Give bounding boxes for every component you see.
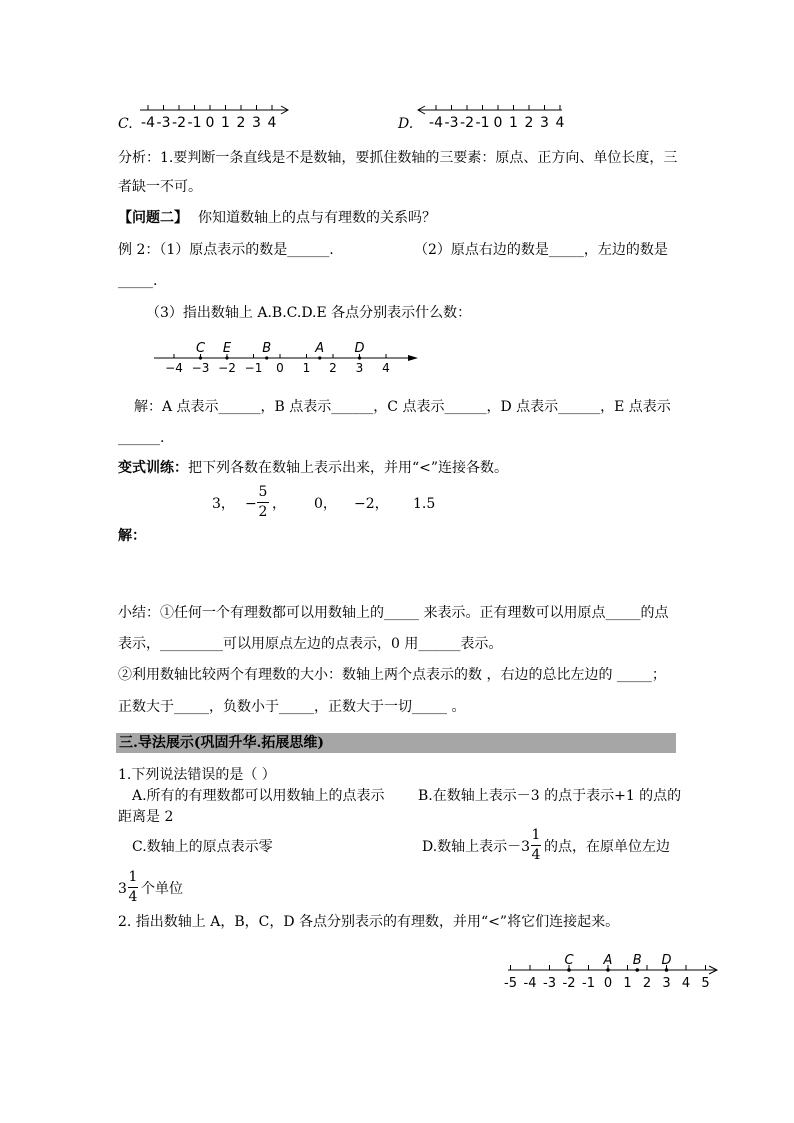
tick-label: −1 <box>244 361 263 375</box>
option-d-label: D. <box>398 116 414 132</box>
point-B <box>265 356 268 359</box>
summary-line-2: 表示，_________可以用原点左边的点表示，0 用______表示。 <box>118 636 503 652</box>
exercise1-tail-text: 个单位 <box>141 881 183 897</box>
tick-label: 5 <box>701 976 710 991</box>
variant-fraction <box>257 484 269 520</box>
tick-label: 0 <box>205 115 215 131</box>
exercise1-option-d-numerator: 1 <box>531 827 541 843</box>
option-c-label: C. <box>118 116 133 132</box>
tick-label: −3 <box>191 361 210 375</box>
exercise1-option-d-denominator: 4 <box>531 847 541 863</box>
tick-label: -5 <box>504 976 517 991</box>
variant-number-1-5: 1.5 <box>413 496 436 512</box>
exercise1-option-d-suffix: 的点，在原单位左边 <box>544 839 670 855</box>
point-label-E: E <box>222 341 232 356</box>
exercise1-tail-whole: 3 <box>118 881 127 897</box>
exercise1-option-d-fraction <box>531 827 541 863</box>
exercise1-tail-bar <box>128 887 138 888</box>
variant-minus-sign: − <box>245 496 257 512</box>
analysis-line-2: 者缺一不可。 <box>118 179 202 195</box>
point-label-C: C <box>564 953 574 968</box>
section3-header <box>116 733 676 753</box>
tick-label: 2 <box>236 115 246 131</box>
variant-number-3: 3， <box>212 496 235 512</box>
exercise1-option-a: A.所有的有理数都可以用数轴上的点表示 <box>132 788 385 804</box>
summary-line-1: 小结：①任何一个有理数都可以用数轴上的_____ 来表示。正有理数可以用原点_____的点 <box>118 605 669 621</box>
tick-label: -1 <box>475 115 490 131</box>
example2-part2-blank: _____. <box>118 273 158 289</box>
variant-heading: 变式训练： <box>118 460 188 476</box>
axis-arrow-right <box>408 355 418 361</box>
tick-label: -1 <box>187 115 202 131</box>
example2-part1: 例 2：（1）原点表示的数是______. <box>118 242 334 258</box>
number-line-d <box>416 100 566 132</box>
tick-label: -2 <box>172 115 186 131</box>
point-C <box>567 968 571 972</box>
point-label-A: A <box>603 953 613 968</box>
tick-label: -4 <box>523 976 537 991</box>
tick-label: 1 <box>221 115 230 131</box>
tick-label: −2 <box>218 361 236 375</box>
point-label-C: C <box>195 341 206 356</box>
tick-label: 3 <box>355 361 364 375</box>
point-label-D: D <box>354 341 365 356</box>
variant-number-neg2: −2， <box>354 496 389 512</box>
tick-label: -3 <box>156 115 171 131</box>
tick-label: -2 <box>460 115 474 131</box>
point-label-A: A <box>315 341 325 356</box>
example2-answer-line2: ______. <box>118 430 165 446</box>
analysis-line-1: 分析：1.要判断一条直线是不是数轴，要抓住数轴的三要素：原点、正方向、单位长度，三 <box>118 150 678 166</box>
point-label-D: D <box>661 953 672 968</box>
point-label-B: B <box>262 341 272 356</box>
example2-part3: （3）指出数轴上 A.B.C.D.E 各点分别表示什么数： <box>146 305 472 321</box>
point-D <box>358 356 361 359</box>
point-C <box>199 356 202 359</box>
point-D <box>665 968 669 972</box>
tick-label: 0 <box>276 361 284 375</box>
tick-label: 4 <box>555 115 565 131</box>
tick-label: -2 <box>562 976 576 991</box>
tick-label: 2 <box>329 361 337 375</box>
variant-answer-label: 解： <box>118 528 146 544</box>
tick-label: 0 <box>603 976 613 991</box>
exercise1-option-b: B.在数轴上表示－3 的点于表示+1 的点的 <box>418 788 682 804</box>
point-label-B: B <box>632 953 642 968</box>
number-line-exercise2 <box>504 950 726 992</box>
tick-label: 2 <box>524 115 534 131</box>
variant-text: 把下列各数在数轴上表示出来，并用“<”连接各数。 <box>188 460 509 476</box>
tick-label: 1 <box>509 115 518 131</box>
tick-label: 3 <box>662 976 671 991</box>
tick-label: -4 <box>429 115 443 131</box>
tick-label: 0 <box>493 115 503 131</box>
exercise1-tail-fraction <box>128 869 138 905</box>
exercise1-tail-denominator: 4 <box>128 889 138 905</box>
tick-label: 3 <box>252 115 261 131</box>
example2-answer-line1: 解：A 点表示______，B 点表示______，C 点表示______，D 点表示______，E 点表示 <box>134 399 671 415</box>
tick-label: -1 <box>582 976 595 991</box>
question-two-text: 你知道数轴上的点与有理数的关系吗？ <box>198 210 436 226</box>
variant-number-0: 0， <box>314 496 337 512</box>
tick-label: 2 <box>642 976 652 991</box>
exercise1-option-d-prefix: D.数轴上表示－3 <box>422 839 531 855</box>
exercise1-option-d-bar <box>531 845 541 846</box>
variant-fraction-bar <box>257 502 269 503</box>
tick-label: 1 <box>302 361 311 375</box>
number-line-example2 <box>150 336 430 376</box>
tick-label: 1 <box>623 976 632 991</box>
point-E <box>225 356 228 359</box>
question-two-heading: 【问题二】 <box>118 210 188 226</box>
tick-label: −4 <box>165 361 183 375</box>
tick-label: 4 <box>382 361 390 375</box>
tick-label: -4 <box>141 115 155 131</box>
variant-fraction-numerator: 5 <box>258 484 268 500</box>
tick-label: 4 <box>681 976 691 991</box>
tick-label: 4 <box>267 115 277 131</box>
tick-label: 3 <box>540 115 549 131</box>
point-B <box>635 968 639 972</box>
exercise1-stem: 1.下列说法错误的是（ ） <box>118 767 276 783</box>
example2-part2: （2）原点右边的数是_____，左边的数是 <box>414 242 668 258</box>
section3-title: 三.导法展示(巩固升华.拓展思维) <box>119 735 324 751</box>
summary-line-3: ②利用数轴比较两个有理数的大小：数轴上两个点表示的数 ，右边的总比左边的 _____； <box>118 667 666 683</box>
point-A <box>606 968 610 972</box>
tick-label: -3 <box>444 115 459 131</box>
point-A <box>318 356 321 359</box>
exercise1-option-c: C.数轴上的原点表示零 <box>132 839 273 855</box>
variant-fraction-denominator: 2 <box>258 504 268 520</box>
tick-label: -3 <box>543 976 556 991</box>
exercise1-tail-numerator: 1 <box>128 869 138 885</box>
exercise2-stem: 2. 指出数轴上 A，B，C，D 各点分别表示的有理数，并用“<”将它们连接起来。 <box>118 914 620 930</box>
variant-comma: ， <box>272 496 286 512</box>
summary-line-4: 正数大于_____，负数小于_____，正数大于一切_____ 。 <box>118 699 466 715</box>
number-line-c <box>138 100 298 132</box>
exercise1-option-b-cont: 距离是 2 <box>118 809 174 825</box>
